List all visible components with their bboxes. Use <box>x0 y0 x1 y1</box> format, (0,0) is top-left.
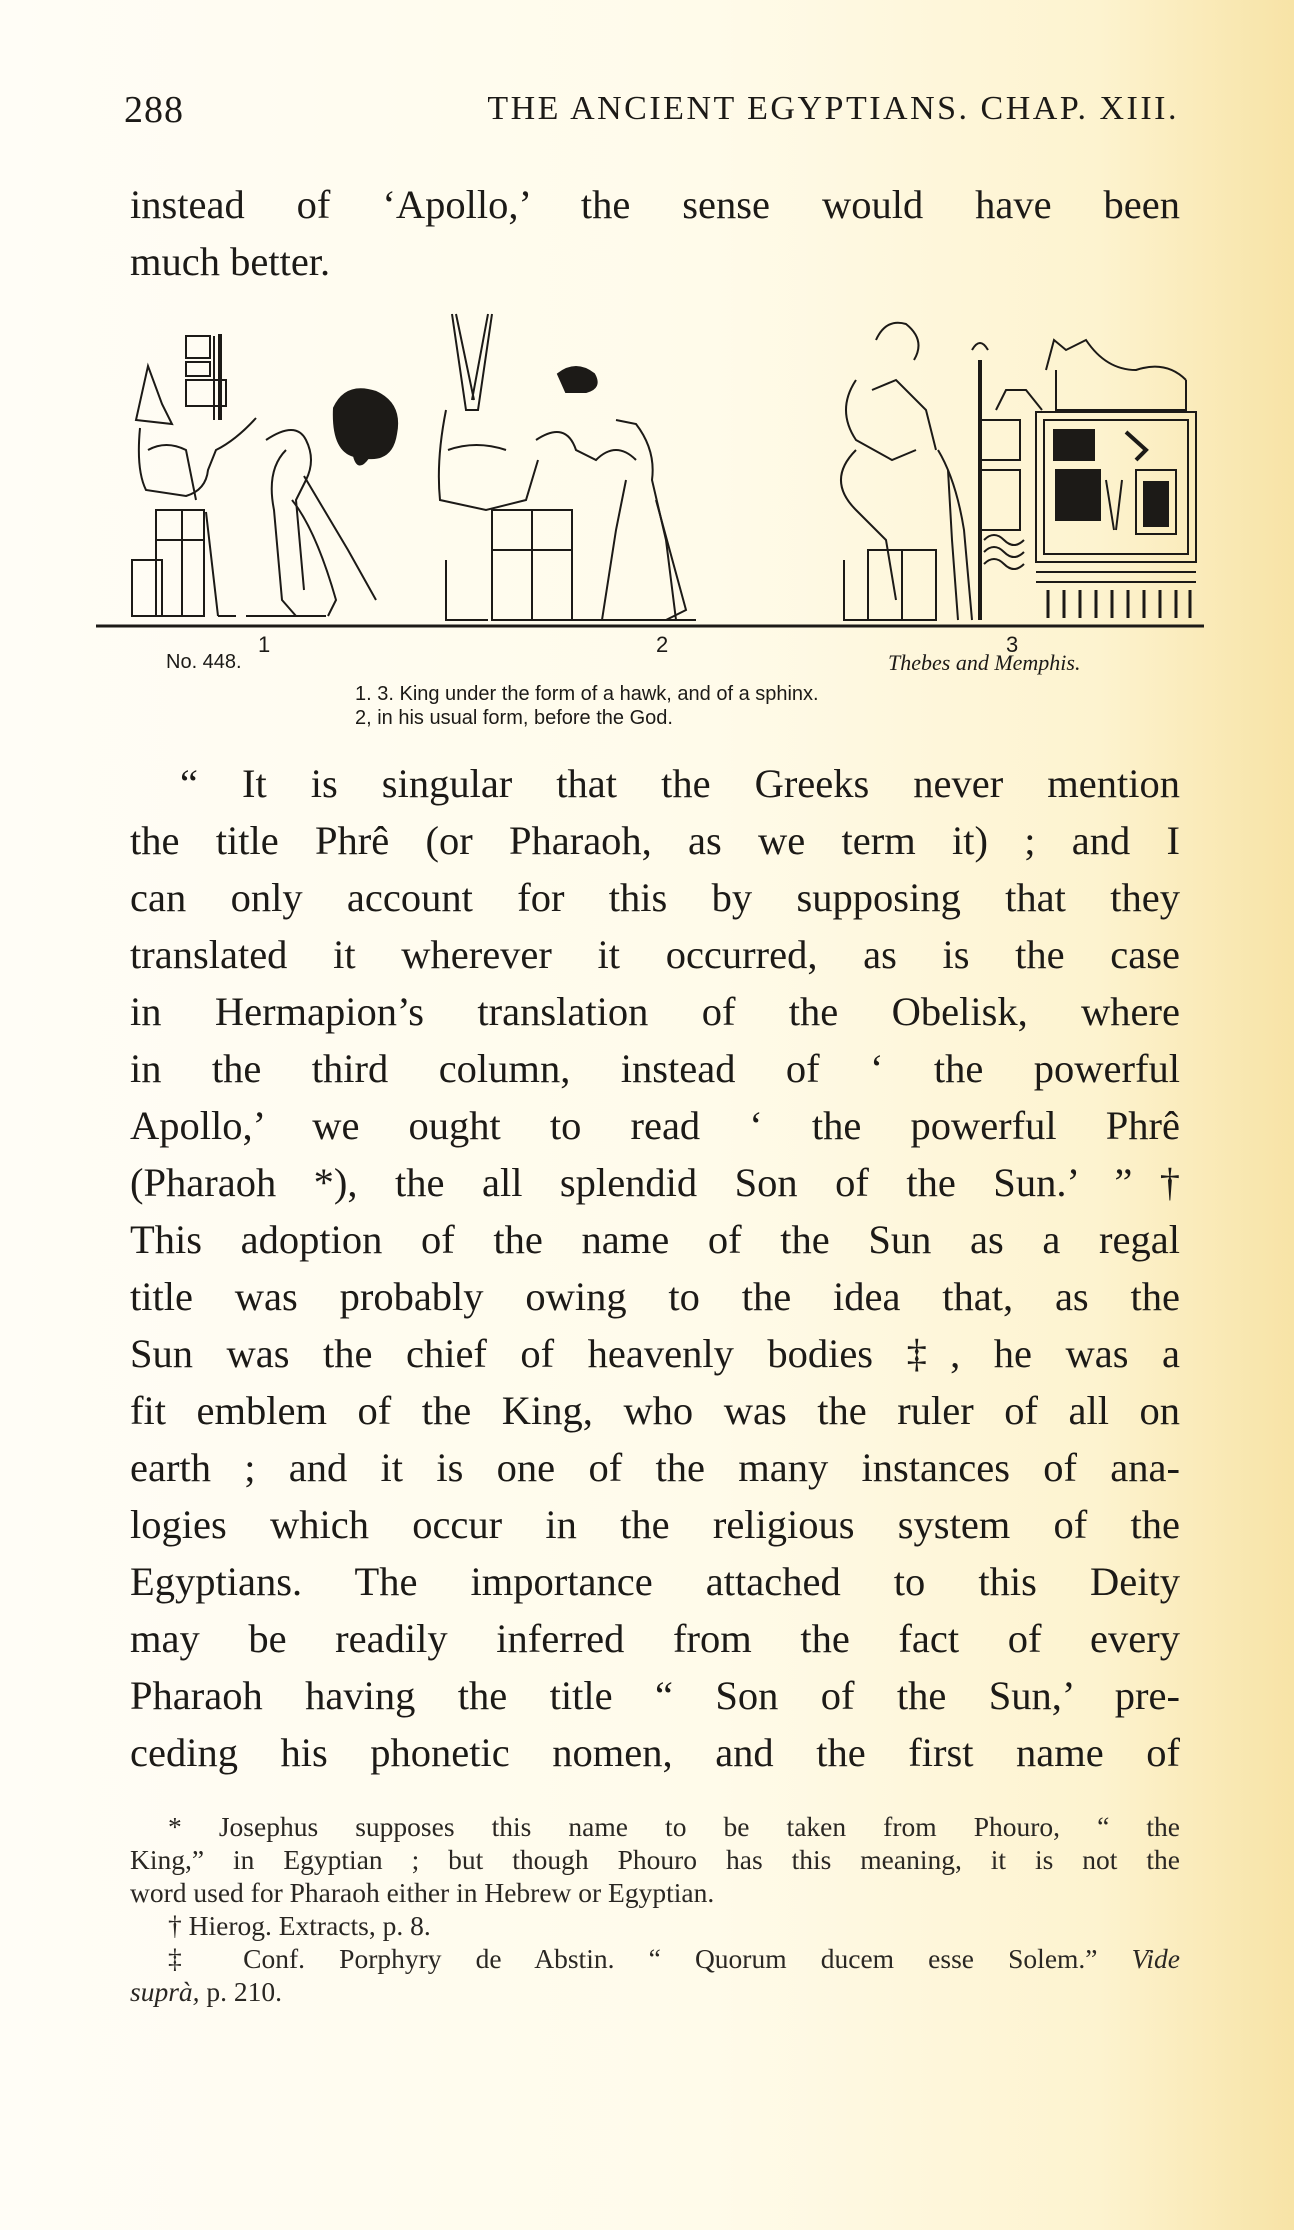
footnote-line: King,” in Egyptian ; but though Phouro has this meaning, it is not the <box>130 1844 1180 1875</box>
text-line: earth ; and it is one of the many instances of ana- <box>130 1445 1180 1490</box>
footnote-line <box>130 1975 1180 2008</box>
text-line: Pharaoh having the title “ Son of the Sun,’ pre- <box>130 1673 1180 1718</box>
footnote-line: word used for Pharaoh either in Hebrew or Egyptian. <box>130 1877 715 1908</box>
panel-3-drawing <box>841 323 1196 620</box>
figure-number: No. 448. <box>166 651 242 673</box>
intro-paragraph <box>130 176 1180 290</box>
running-title: THE ANCIENT EGYPTIANS. CHAP. XIII. <box>487 90 1179 127</box>
running-header <box>124 88 1179 138</box>
panel-number-3: 3 <box>1006 632 1019 657</box>
illustration-drawing <box>96 300 1206 640</box>
footnote-italic: Vide <box>1131 1943 1180 1974</box>
figure-caption-line: 1. 3. King under the form of a hawk, and of a sphinx. <box>355 683 819 705</box>
text-line: (Pharaoh *), the all splendid Son of the Sun.’ ”† <box>130 1160 1180 1205</box>
page-number: 288 <box>124 89 184 131</box>
text-line: in the third column, instead of ‘ the powerful <box>130 1046 1180 1091</box>
figure-caption-line: 2, in his usual form, before the God. <box>355 707 673 729</box>
footnote-line: * Josephus supposes this name to be taken from Phouro, “ the <box>168 1811 1180 1842</box>
text-line: fit emblem of the King, who was the ruler of all on <box>130 1388 1180 1433</box>
text-line: This adoption of the name of the Sun as a regal <box>130 1217 1180 1262</box>
text-line: ceding his phonetic nomen, and the first name of <box>130 1730 1180 1775</box>
footnote-line: † Hierog. Extracts, p. 8. <box>168 1910 431 1941</box>
main-paragraph <box>130 755 1180 1781</box>
footnote-text: p. 210. <box>206 1976 283 2007</box>
footnote-line <box>130 1942 1180 1975</box>
text-line: logies which occur in the religious system of the <box>130 1502 1180 1547</box>
text-line: in Hermapion’s translation of the Obelisk, where <box>130 989 1180 1034</box>
panel-2-drawing <box>439 314 696 620</box>
text-line: translated it wherever it occurred, as is the case <box>130 932 1180 977</box>
text-line: can only account for this by supposing that they <box>130 875 1180 920</box>
text-line: “ It is singular that the Greeks never mention <box>180 761 1180 806</box>
footnote-italic: suprà, <box>130 1976 200 2007</box>
panel-number-1: 1 <box>258 632 271 657</box>
footnotes <box>130 1810 1180 2008</box>
panel-1-drawing <box>132 334 376 616</box>
panel-number-2: 2 <box>656 632 669 657</box>
figure-place: Thebes and Memphis. <box>888 650 1081 675</box>
text-line: much better. <box>130 239 331 284</box>
text-line: title was probably owing to the idea that, as the <box>130 1274 1180 1319</box>
text-line: Apollo,’ we ought to read ‘ the powerful Phrê <box>130 1103 1180 1148</box>
text-line: the title Phrê (or Pharaoh, as we term it) ; and I <box>130 818 1180 863</box>
text-line: may be readily inferred from the fact of every <box>130 1616 1180 1661</box>
hieroglyph-illustration <box>96 300 1206 640</box>
text-line: instead of ‘Apollo,’ the sense would have been <box>130 182 1180 227</box>
footnote-text: ‡ Conf. Porphyry de Abstin. “ Quorum ducem esse Solem.” <box>168 1943 1098 1974</box>
text-line: Egyptians. The importance attached to this Deity <box>130 1559 1180 1604</box>
text-line: Sun was the chief of heavenly bodies ‡, he was a <box>130 1331 1180 1376</box>
